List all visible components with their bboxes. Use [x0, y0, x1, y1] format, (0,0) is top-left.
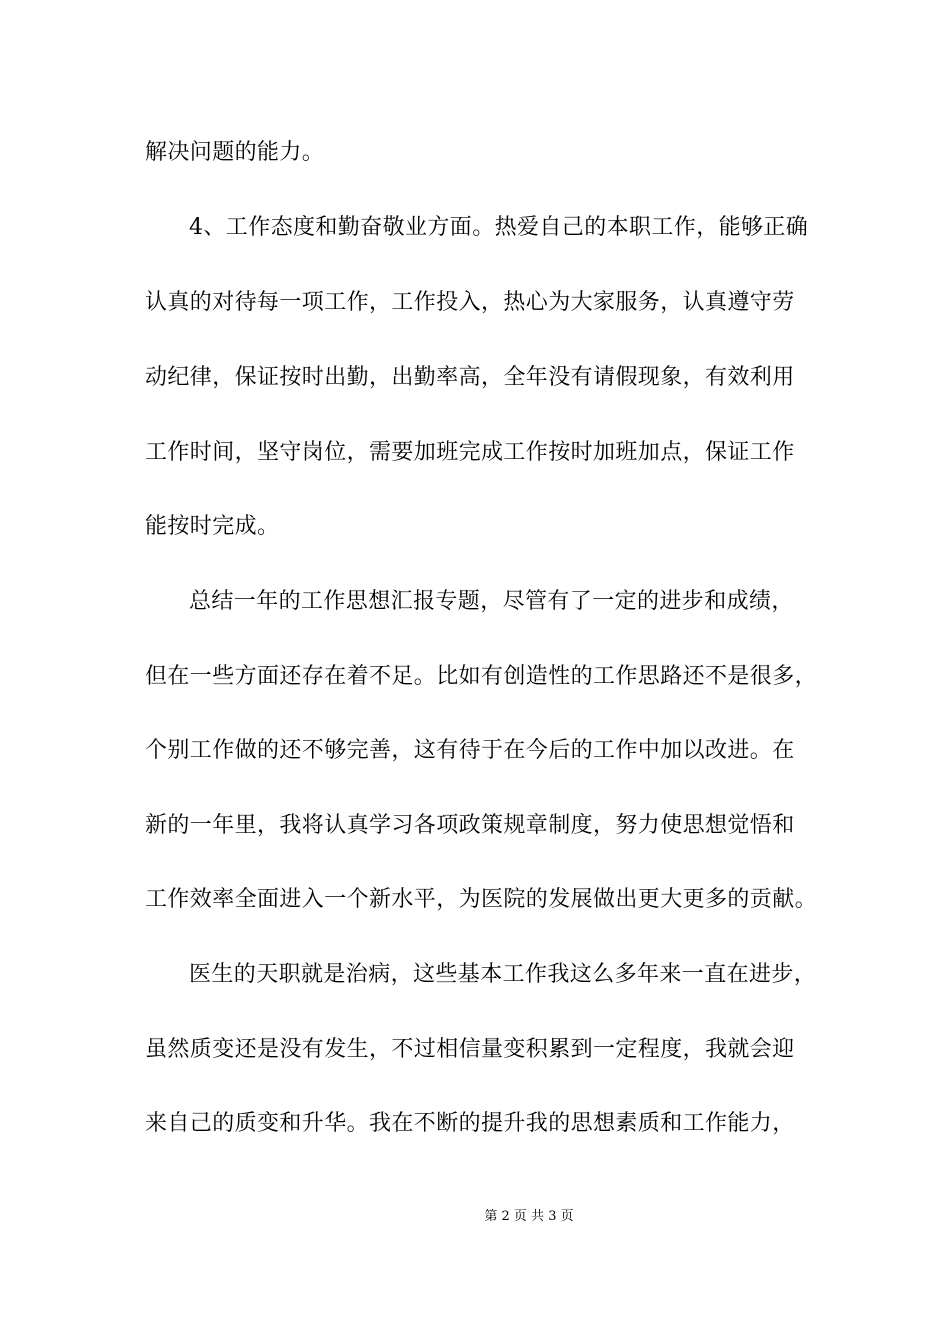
- page-number: 第 2 页 共 3 页: [484, 1209, 574, 1224]
- page-footer: [0, 1207, 950, 1227]
- text-line: 解决问题的能力。: [145, 140, 325, 165]
- text-line: 工作效率全面进入一个新水平，为医院的发展做出更大更多的贡献。: [145, 887, 818, 912]
- text-line: 认真的对待每一项工作，工作投入，热心为大家服务，认真遵守劳: [145, 290, 795, 315]
- text-line: 医生的天职就是治病，这些基本工作我这么多年来一直在进步，: [189, 962, 817, 987]
- text-line: 总结一年的工作思想汇报专题，尽管有了一定的进步和成绩，: [189, 589, 794, 614]
- text-line: 能按时完成。: [145, 514, 280, 539]
- text-line: 虽然质变还是没有发生，不过相信量变积累到一定程度，我就会迎: [145, 1037, 795, 1062]
- text-line: 个别工作做的还不够完善，这有待于在今后的工作中加以改进。在: [145, 738, 795, 763]
- text-line: 来自己的质变和升华。我在不断的提升我的思想素质和工作能力，: [145, 1111, 795, 1136]
- text-line: 新的一年里，我将认真学习各项政策规章制度，努力使思想觉悟和: [145, 813, 795, 838]
- text-line: 但在一些方面还存在着不足。比如有创造性的工作思路还不是很多，: [145, 664, 818, 689]
- text-line: 4、工作态度和勤奋敬业方面。热爱自己的本职工作，能够正确: [189, 215, 809, 240]
- text-line: 动纪律，保证按时出勤，出勤率高，全年没有请假现象，有效利用: [145, 365, 795, 390]
- text-line: 工作时间，坚守岗位，需要加班完成工作按时加班加点，保证工作: [145, 440, 795, 465]
